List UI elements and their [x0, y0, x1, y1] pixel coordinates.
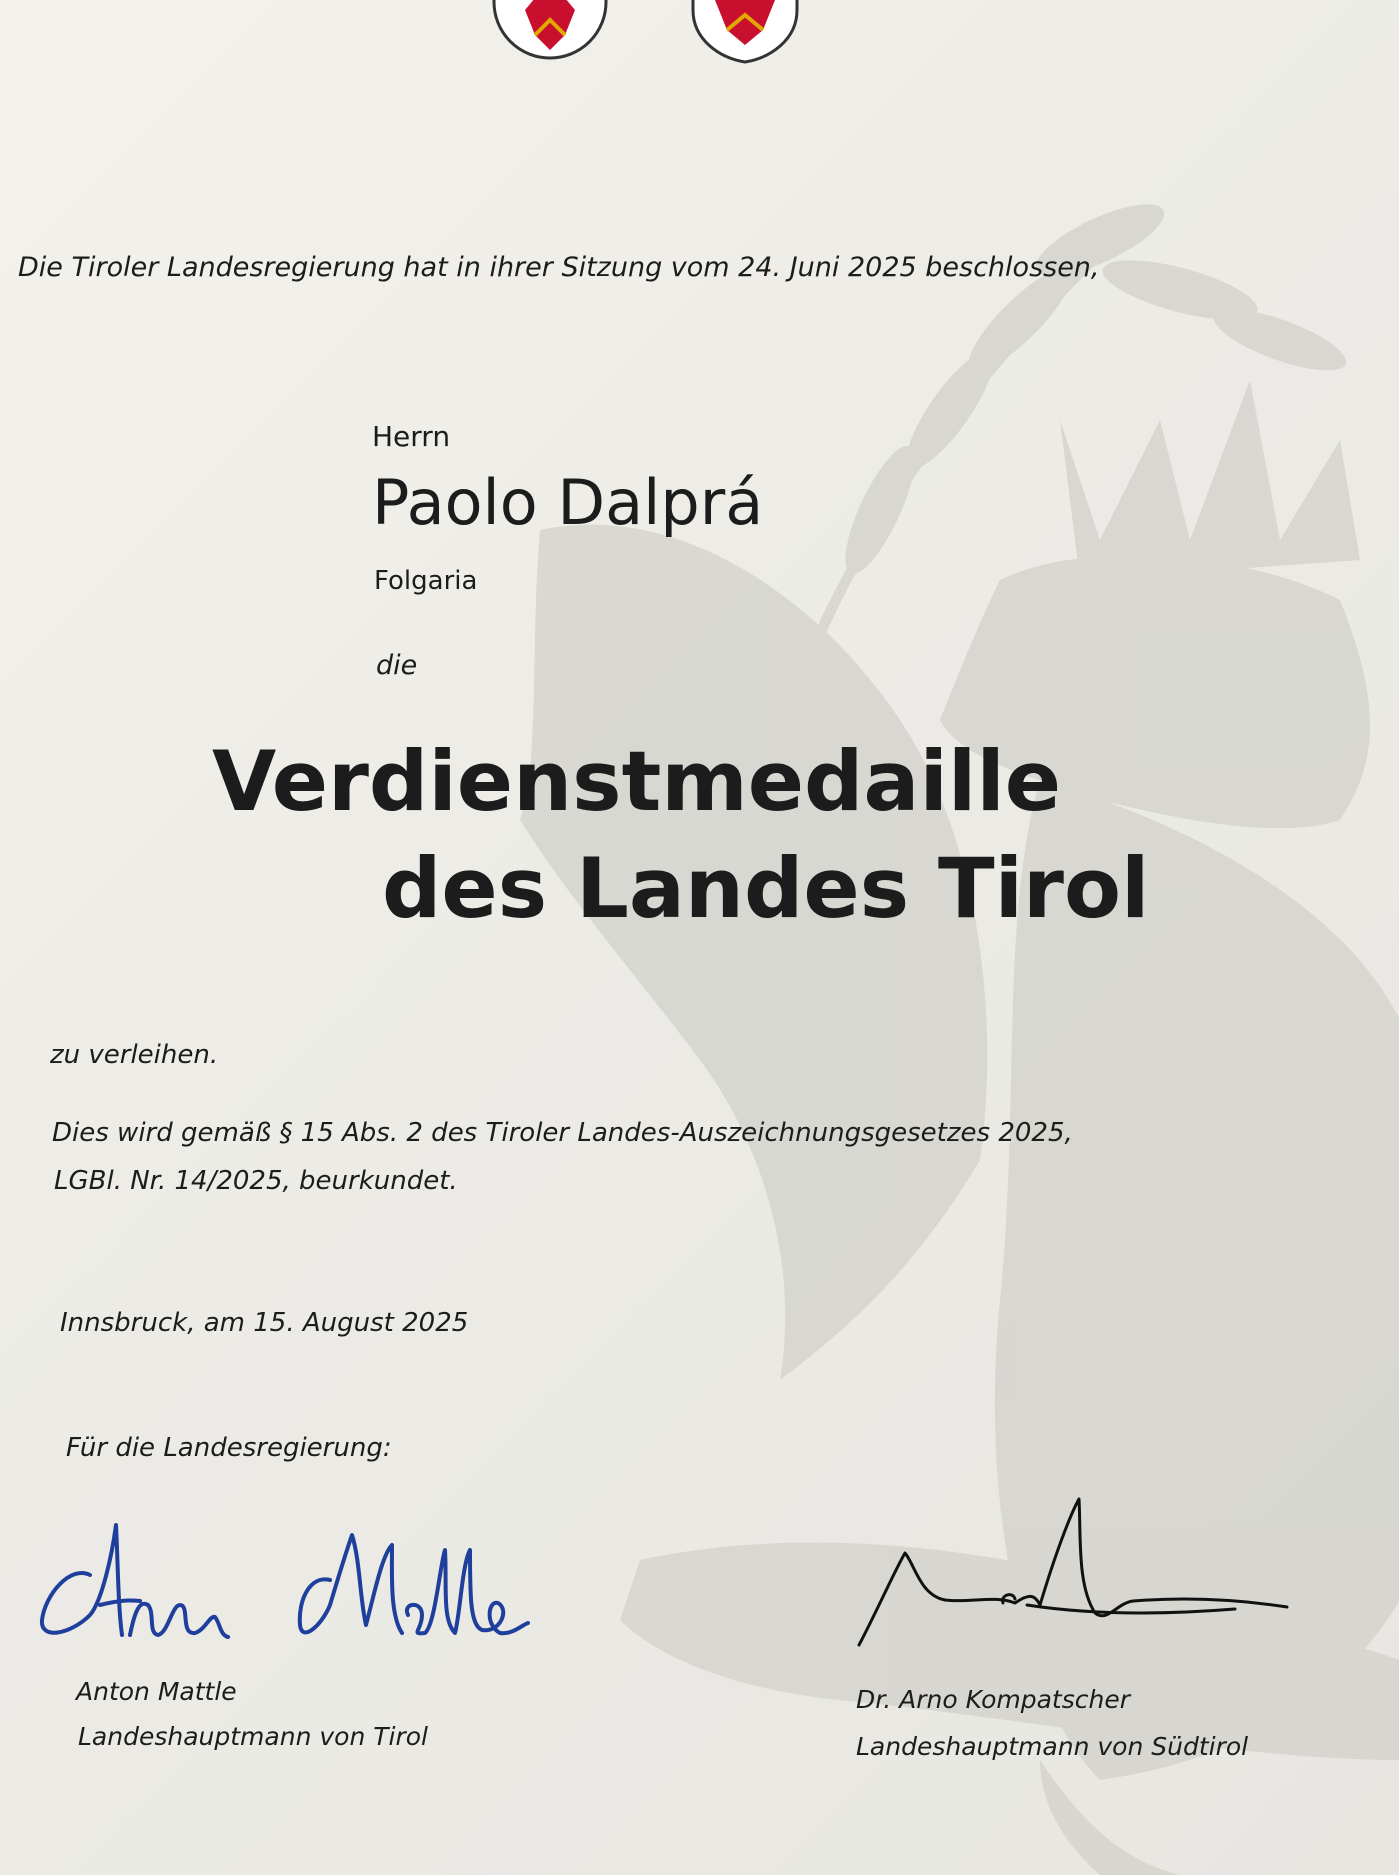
award-verb: zu verleihen. [50, 1040, 219, 1070]
place-and-date: Innsbruck, am 15. August 2025 [60, 1308, 469, 1338]
award-title-line-2: des Landes Tirol [382, 840, 1150, 937]
signatory-1-title: Landeshauptmann von Tirol [78, 1722, 428, 1751]
signature-anton-mattle [30, 1505, 530, 1655]
award-article: die [376, 650, 418, 681]
south-tyrol-eagle-crest-icon [685, 0, 805, 65]
tyrol-eagle-crest-icon [490, 0, 610, 65]
recipient-town: Folgaria [374, 566, 478, 596]
legal-basis-line-2: LGBl. Nr. 14/2025, beurkundet. [54, 1166, 458, 1196]
salutation: Herrn [372, 420, 451, 453]
signatory-1-name: Anton Mattle [76, 1677, 237, 1706]
on-behalf-label: Für die Landesregierung: [66, 1433, 392, 1463]
legal-basis-line-1: Dies wird gemäß § 15 Abs. 2 des Tiroler Landes-Auszeichnungsgesetzes 2025, [52, 1118, 1073, 1148]
award-title-line-1: Verdienstmedaille [212, 733, 1062, 830]
resolution-intro: Die Tiroler Landesregierung hat in ihrer Sitzung vom 24. Juni 2025 beschlossen, [18, 252, 1100, 283]
recipient-name: Paolo Dalprá [372, 466, 764, 539]
signatory-2-name: Dr. Arno Kompatscher [856, 1685, 1131, 1714]
signatory-2-title: Landeshauptmann von Südtirol [856, 1732, 1249, 1761]
signature-arno-kompatscher [855, 1495, 1295, 1670]
